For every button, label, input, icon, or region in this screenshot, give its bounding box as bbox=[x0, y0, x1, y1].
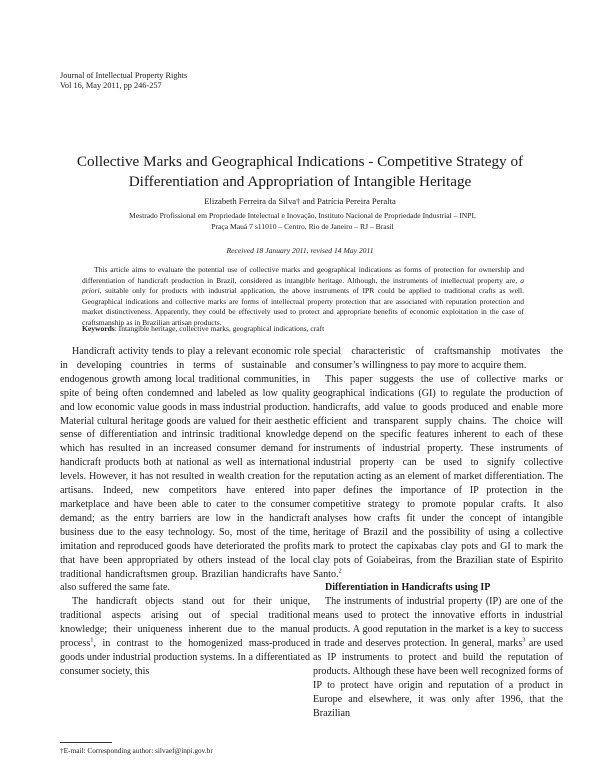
right-p3-text-a: The instruments of industrial property (IP) are one of the means used to protect the innovative efforts in industrial products. A good reputation in the market is a key to success in trade and deserves protection. In general, marks bbox=[313, 596, 563, 650]
footnote-divider bbox=[60, 742, 112, 743]
authors: Elizabeth Ferreira da Silva† and Patrícia Pereira Peralta bbox=[204, 196, 396, 206]
title-line-1: Collective Marks and Geographical Indications - Competitive Strategy of bbox=[76, 153, 524, 170]
left-p2-text-b: , in contrast to the homogenized mass-produced goods under industrial production systems. In a differentiated consumer society, this bbox=[60, 638, 310, 677]
right-p3-text-b: are used as IP instruments to protect and build the reputation of products. Although these have been well recognized forms of IP to protect have origin and reputation of a product in Europe and elsewhere, it was only after 1996, that the Brazilian bbox=[313, 638, 563, 719]
section-heading: Differentiation in Handicrafts using IP bbox=[325, 582, 491, 594]
right-paragraph-1: special characteristic of craftsmanship motivates the consumer’s willingness to pay more to acquire them. bbox=[313, 346, 563, 371]
left-paragraph-1: Handicraft activity tends to play a relevant economic role in developing countries in terms of sustainable and endogenous growth among local traditional communities, in spite of being often condemned and labeled as low quality and low economic value goods in mass industrial production. Material cultural heritage goods are valued for their aesthetic sense of differentiation and intrinsic traditional knowledge which has resulted in an increased consumer demand for handicraft products both at national as well as international levels. However, it has not resulted in wealth creation for the artisans. Indeed, new competitors have entered into marketplace and have been able to cater to the consumer demand; as the entry barriers are low in the handicraft business due to the easy technology. So, most of the time, imitation and reproduced goods have deteriorated the profits that have been appropriated by others instead of the local traditional handicraftsmen group. Brazilian handicrafts have also suffered the same fate. bbox=[60, 346, 310, 594]
keywords-text: : Intangible heritage, collective marks, geographical indications, craft bbox=[114, 324, 325, 333]
abstract-part-1: This article aims to evaluate the potential use of collective marks and geographical indications as forms of protection for ownership and differentiation of handicraft production in Brazil, considered as intangible heritage. Although, the instruments of intellectual property are, bbox=[82, 265, 524, 285]
left-column bbox=[60, 345, 310, 679]
right-column bbox=[313, 345, 563, 720]
abstract bbox=[82, 265, 524, 328]
affiliation-line-1: Mestrado Profissional em Propriedade Intelectual e Inovação, Instituto Nacional de Propriedade Industrial – INPI, bbox=[129, 211, 476, 220]
right-paragraph-3 bbox=[313, 595, 563, 720]
journal-header bbox=[60, 71, 187, 91]
title-line-2: Differentiation and Appropriation of Intangible Heritage bbox=[128, 173, 472, 190]
journal-volume: Vol 16, May 2011, pp 246-257 bbox=[60, 81, 162, 90]
abstract-part-2: , suitable only for products with industrial application, the above instruments of IPR could be applied to traditional crafts as well. Geographical indications and collective marks are forms of intellectual property protection that are associated with reputation protection and market distinctiveness. Apparently, they could be effectively used to protect and appropriate benefits of economic exploitation in the case of craftsmanship as in Brazilian artisan products. bbox=[82, 286, 524, 327]
abstract-text bbox=[82, 265, 524, 328]
right-paragraph-2 bbox=[313, 373, 563, 582]
footnote: †E-mail: Corresponding author: silvaef@inpi.gov.br bbox=[60, 746, 213, 755]
abstract-apriori: a priori bbox=[82, 275, 524, 295]
right-p2-text: This paper suggests the use of collective marks or geographical indications (GI) to regulate the production of handicrafts, add value to goods produced and enable more efficient and transparent supply chains. The choice will depend on the specific features inherent to each of these instruments of industrial property. These instruments of industrial property can be used to signify collective reputation acting as an element of market differentiation. The paper defines the importance of IP protection in the competitive strategy to promote popular crafts. It also analyses how crafts fit under the concept of intangible heritage of Brazil and the possibility of using a collective mark to protect the capixabas clay pots and GI to mark the clay pots of Goiabeiras, from the Brazilian state of Espirito Santo. bbox=[313, 373, 563, 580]
footnote-ref-2: 2 bbox=[338, 567, 342, 575]
footnote-ref-1: 1 bbox=[90, 636, 94, 644]
journal-name: Journal of Intellectual Property Rights bbox=[60, 71, 188, 80]
paper-title bbox=[40, 152, 560, 192]
affiliation bbox=[95, 210, 510, 232]
received-dates: Received 18 January 2011, revised 14 May 2011 bbox=[226, 246, 374, 255]
keywords-label: Keywords bbox=[82, 324, 115, 333]
affiliation-line-2: Praça Mauá 7 s11010 – Centro, Rio de Janeiro – RJ – Brasil bbox=[211, 222, 394, 231]
left-p2-text-a: The handicraft objects stand out for their unique, traditional aspects arising out of special traditional knowledge; their uniqueness inherent due to the manual process bbox=[60, 596, 310, 650]
keywords bbox=[82, 324, 524, 334]
footnote-ref-3: 3 bbox=[522, 636, 526, 644]
left-paragraph-2 bbox=[60, 595, 310, 678]
